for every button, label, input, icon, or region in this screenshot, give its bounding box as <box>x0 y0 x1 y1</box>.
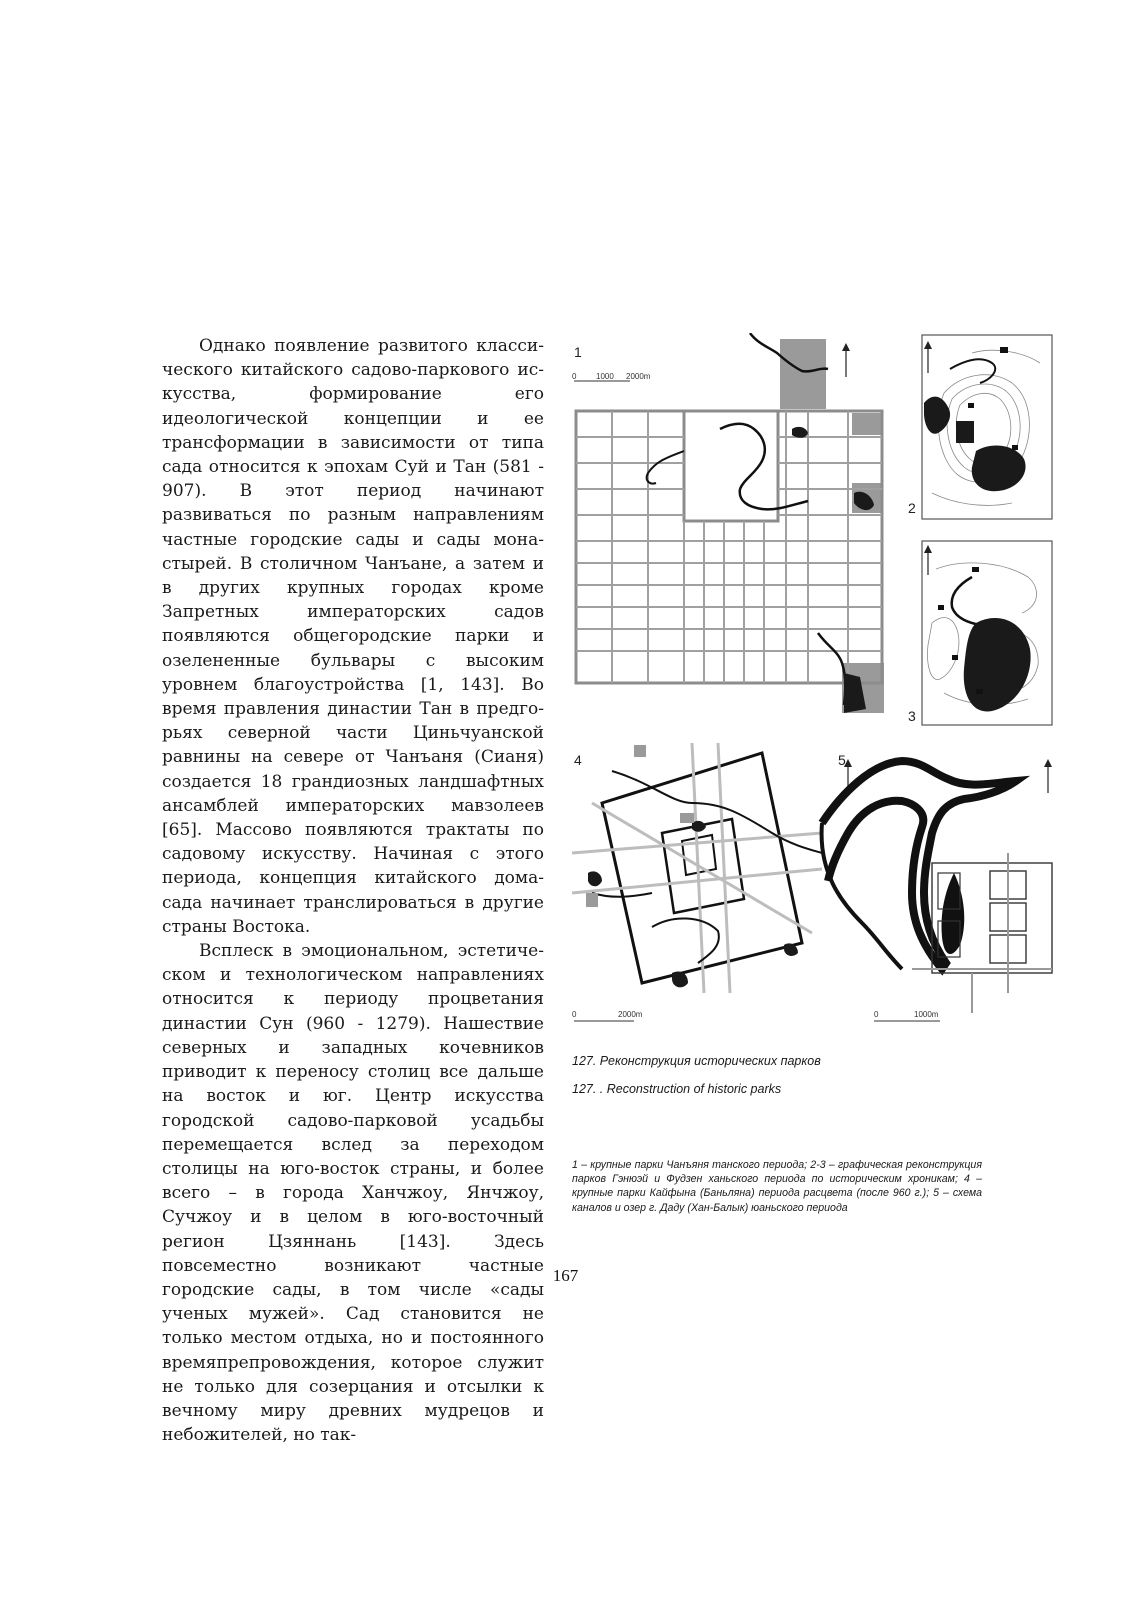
panel-4-kaifeng-plan <box>572 743 852 1021</box>
page-number: 167 <box>552 1266 579 1285</box>
canal-1d <box>818 633 845 705</box>
palace-city-1 <box>684 411 778 521</box>
panel-label-3: 3 <box>908 708 916 724</box>
panel-label-2: 2 <box>908 500 916 516</box>
lake-2b <box>956 421 974 443</box>
panel-label-1: 1 <box>574 344 582 360</box>
figure-plans-svg <box>572 333 1072 1038</box>
park-4a <box>680 813 694 823</box>
figure-legend: 1 – крупные парки Чанъяня танского периода; 2-3 – графическая реконструкция парков Гэнюэй и Фудзен ханьского периода по историческим хроникам; 4 – крупные парки Кайфына (Баньляна) периода расцвета (после 960 г.); 5 – схема каналов и озер г. Даду (Хан-Балык) юаньского периода <box>572 1159 982 1214</box>
building-2a <box>1000 347 1008 353</box>
panel-2-park-plan <box>908 335 1052 519</box>
building-2b <box>968 403 974 408</box>
building-3d <box>976 689 983 694</box>
scale-5-zero: 0 <box>874 1010 879 1019</box>
scale-4-zero: 0 <box>572 1010 577 1019</box>
scale-1-mid: 1000 <box>596 372 614 381</box>
scale-4-end: 2000m <box>618 1010 643 1019</box>
north-arrow-head-1 <box>842 343 850 351</box>
panel-label-5: 5 <box>838 752 846 768</box>
body-paragraph-1: Однако появление развитого классического китайского садово-паркового искусства, формирование его идеологической концепции и ее трансформации в зависимости от типа сада относится к эпохам Суй и Тан (581 - 907). В этот период начинают развиваться по разным направлениям частные городские сады и сады монастырей. В столичном Чанъане, а затем и в других крупных городах кроме Запретных императорских садов появляются общегородские парки и озелененные бульвары с высоким уровнем благоустройства [1, 143]. Во время правления династии Тан в предгорьях северной части Циньчуанской равнины на севере от Чанъаня (Сианя) создается 18 грандиозных ландшафтных ансамблей императорских мавзолеев [65]. Массово появляются трактаты по садовому искусству. Начиная с этого периода, концепция китайского дома-сада начинает транслироваться в другие страны Востока. <box>162 336 544 937</box>
building-3a <box>972 567 979 572</box>
body-paragraph-2: Всплеск в эмоциональном, эстетическом и технологическом направлениях относится к периоду процветания династии Сун (960 - 1279). Нашествие северных и западных кочевников приводит к переносу столиц все дальше на восток и юг. Центр искусства городской садово-парковой усадьбы перемещается вслед за переходом столицы на юго-восток страны, и более всего – в города Ханчжоу, Янчжоу, Сучжоу и в целом в юго-восточный регион Цзяннань [143]. Здесь повсеместно возникают частные городские сады, в том числе «сады ученых мужей». Сад становится не только местом отдыха, но и постоянного времяпрепровождения, которое служит не только для созерцания и отсылки к вечному миру древних мудрецов и небожителей, но так- <box>162 941 544 1446</box>
canal-5-west <box>822 823 902 969</box>
panel-label-4: 4 <box>574 752 582 768</box>
roads-4 <box>572 743 822 993</box>
scale-1-end: 2000m <box>626 372 651 381</box>
canal-1c <box>647 451 684 484</box>
park-4b <box>586 893 598 907</box>
lake-4a <box>692 821 706 832</box>
inner-wall-4 <box>662 819 744 913</box>
figure-caption-ru: 127. Реконструкция исторических парков <box>572 1054 821 1068</box>
panel-5-dadu-plan <box>822 752 1052 1021</box>
park-north-1 <box>780 339 826 409</box>
panel-3-park-plan <box>908 541 1052 725</box>
panel-1-changan-plan <box>572 333 884 713</box>
figure-historic-parks <box>572 333 1072 1038</box>
building-2c <box>1012 445 1018 450</box>
building-3c <box>952 655 958 660</box>
lake-4c <box>672 971 688 987</box>
lake-5 <box>942 873 965 954</box>
canal-5-main <box>822 761 1016 969</box>
park-ne-1 <box>852 413 882 435</box>
lake-palace-1 <box>792 427 808 438</box>
figure-caption-en: 127. . Reconstruction of historic parks <box>572 1082 782 1096</box>
scale-1-zero: 0 <box>572 372 577 381</box>
building-3b <box>938 605 944 610</box>
north-arrow-head-5 <box>1044 759 1052 767</box>
park-north-4 <box>634 745 646 757</box>
scale-5-end: 1000m <box>914 1010 939 1019</box>
lake-4b <box>588 871 602 886</box>
